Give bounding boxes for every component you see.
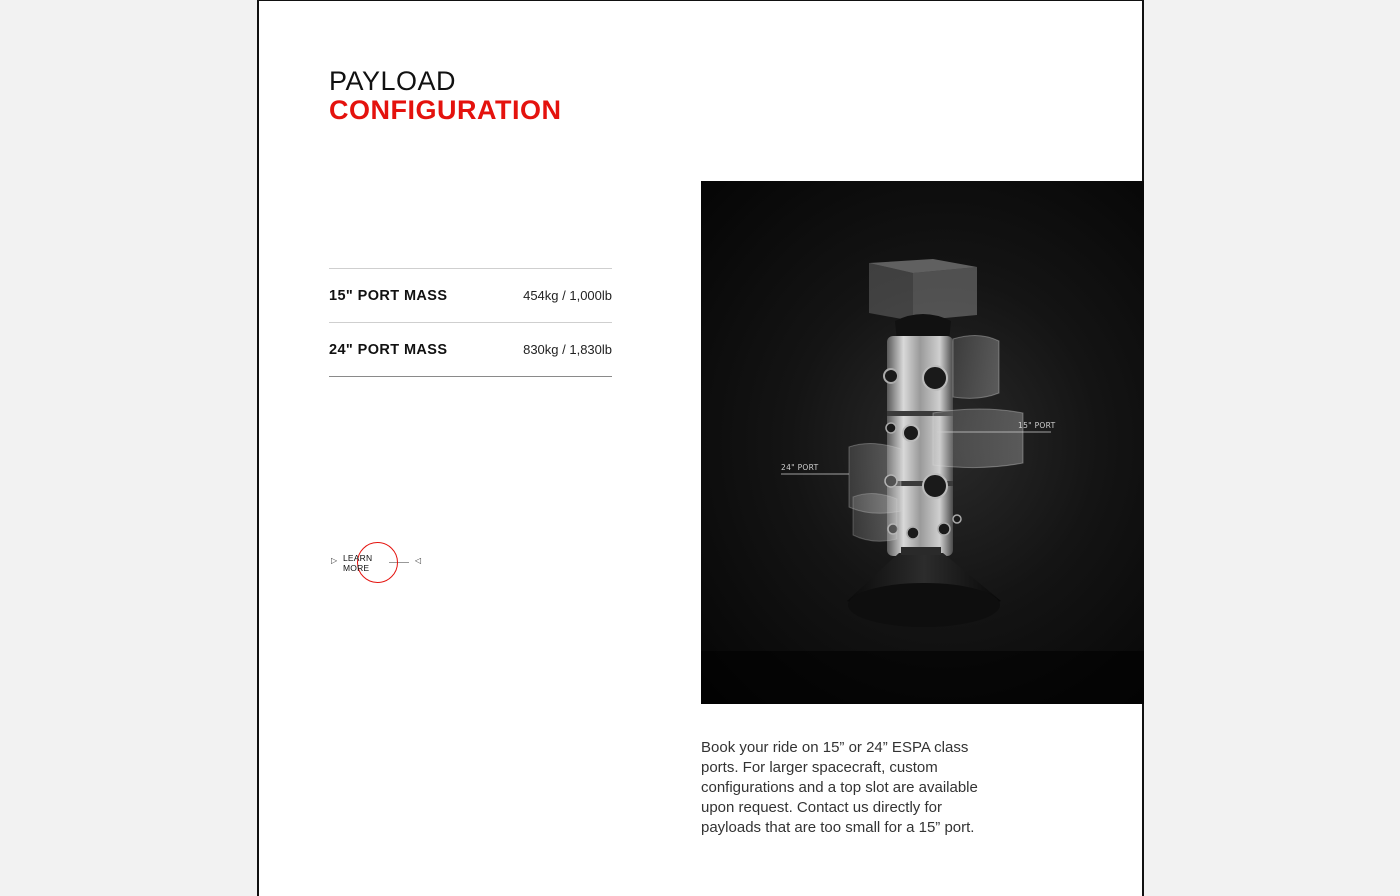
play-right-icon: ▷: [331, 556, 338, 565]
payload-description: Book your ride on 15” or 24” ESPA class ports. For larger spacecraft, custom configurations and a top slot are available upon request. Contact us directly for payloads that are too small for a 15” port.: [701, 739, 978, 836]
title-line-payload: PAYLOAD: [329, 66, 457, 96]
learn-more-label-line1: LEARN: [343, 553, 373, 563]
port-24-callout: 24" PORT: [781, 463, 819, 472]
title-line-configuration: CONFIGURATION: [329, 95, 562, 125]
spec-value: 830kg / 1,830lb: [523, 342, 612, 357]
port-15-callout: 15" PORT: [1018, 421, 1056, 430]
spec-label: 24" PORT MASS: [329, 341, 448, 358]
page-frame: [257, 0, 1144, 896]
payload-stack-render: [701, 181, 1144, 704]
learn-more-button[interactable]: [329, 539, 429, 587]
spec-label: 15" PORT MASS: [329, 287, 448, 304]
spec-table: [329, 268, 612, 377]
learn-more-label-line2: MORE: [343, 562, 370, 573]
spec-row-24-port: [329, 323, 612, 377]
spec-value: 454kg / 1,000lb: [523, 288, 612, 303]
play-left-icon: ◁: [415, 556, 422, 565]
spec-row-15-port: [329, 269, 612, 323]
page-title: [329, 67, 561, 125]
learn-more-label: [343, 554, 373, 573]
espa-stack-illustration: [701, 181, 1144, 704]
